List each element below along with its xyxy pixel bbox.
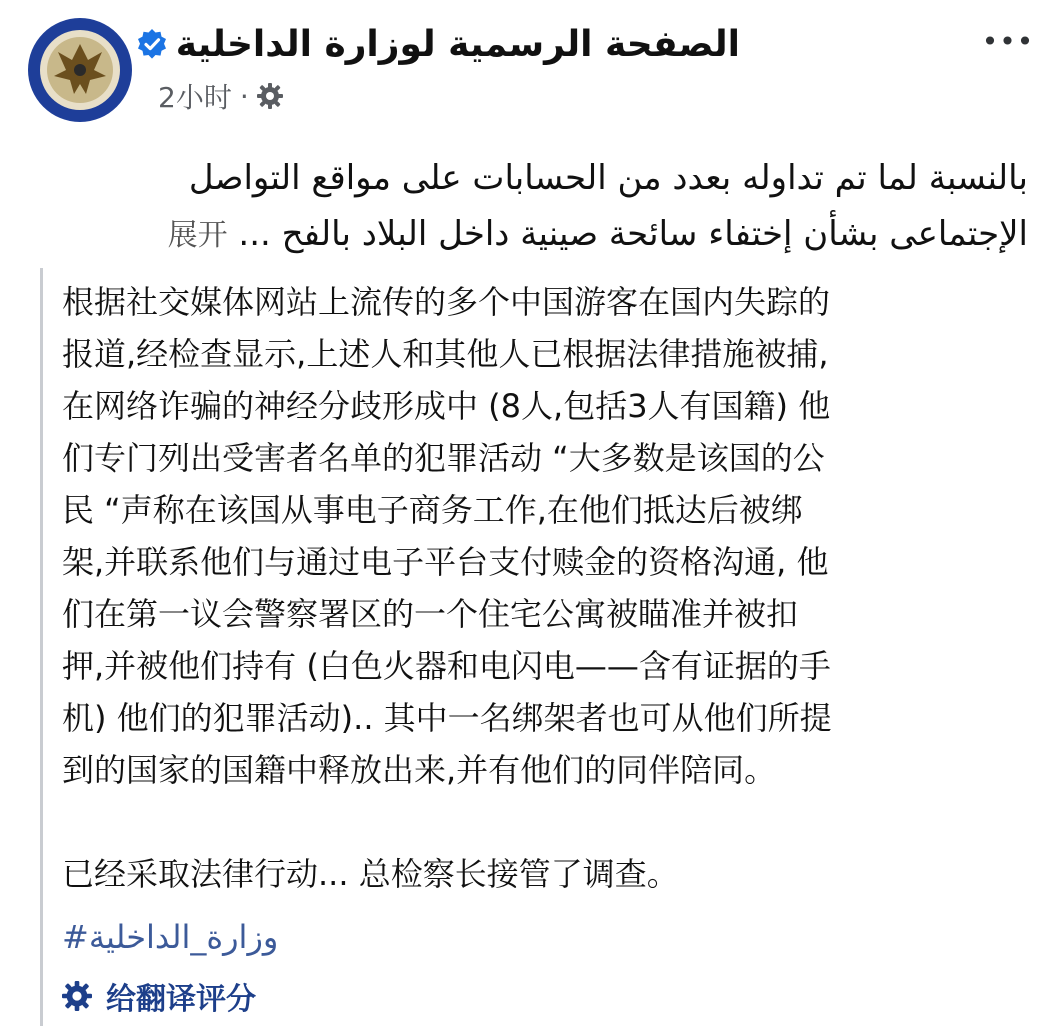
translation-line: 架,并联系他们与通过电子平台支付赎金的资格沟通, 他 [62,543,829,581]
page-name-row [136,16,740,72]
translated-text [62,276,1030,900]
arabic-line-text: الإجتماعى بشأن إختفاء سائحة صينية داخل البلاد بالفح ... [238,214,1028,254]
translation-line: 们在第一议会警察署区的一个住宅公寓被瞄准并被扣 [62,595,799,633]
post-header [0,0,1050,130]
gear-icon [62,981,92,1011]
translation-quote-bar [40,268,43,1026]
meta-separator: · [239,79,249,113]
rate-translation-button[interactable] [62,972,256,1020]
translation-line: 押,并被他们持有 (白色火器和电闪电——含有证据的手 [62,647,831,685]
translation-paragraph-2: 已经采取法律行动... 总检察长接管了调查。 [62,855,679,893]
post-meta [158,76,283,116]
arabic-line [40,206,1028,264]
post-timestamp[interactable]: 2小时 [158,81,232,114]
verified-badge-icon [136,28,168,60]
translation-line: 到的国家的国籍中释放出来,并有他们的同伴陪同。 [62,751,777,789]
hashtag-link[interactable]: #وزارة_الداخلية [62,918,279,956]
page-name[interactable]: الصفحة الرسمية لوزارة الداخلية [175,23,740,65]
translation-line: 报道,经检查显示,上述人和其他人已根据法律措施被捕, [62,335,829,373]
eagle-logo-icon [28,18,132,122]
gear-icon [257,83,283,109]
rate-translation-label: 给翻译评分 [106,982,256,1017]
translation-line: 根据社交媒体网站上流传的多个中国游客在国内失踪的 [62,283,831,321]
translation-line: 们专门列出受害者名单的犯罪活动 “大多数是该国的公 [62,439,825,477]
page-avatar[interactable] [28,18,132,122]
more-options-button[interactable]: ••• [981,25,1035,58]
arabic-line: بالنسبة لما تم تداوله بعدد من الحسابات على مواقع التواصل [188,158,1028,198]
translation-line: 机) 他们的犯罪活动).. 其中一名绑架者也可从他们所提 [62,699,832,737]
translation-line: 在网络诈骗的神经分歧形成中 (8人,包括3人有国籍) 他 [62,387,831,425]
expand-link[interactable]: 展开 [167,218,228,253]
post-text-arabic [40,150,1028,264]
translation-line: 民 “声称在该国从事电子商务工作,在他们抵达后被绑 [62,491,803,529]
